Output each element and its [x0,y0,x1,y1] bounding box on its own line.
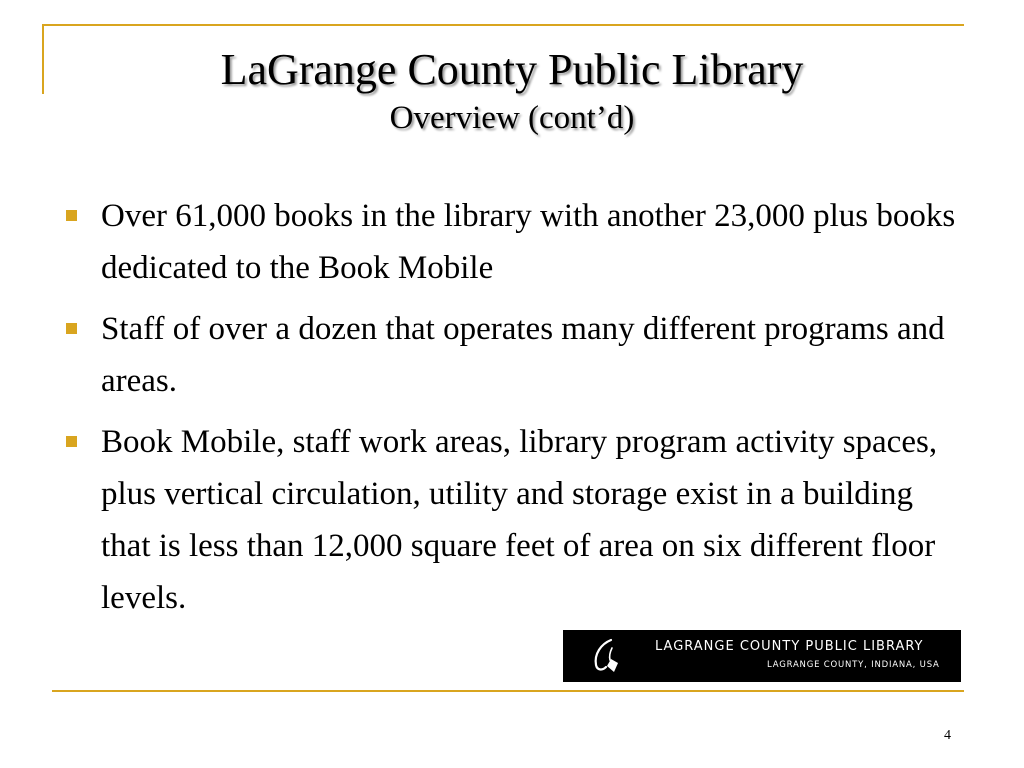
library-logo [563,630,961,682]
bullet-text: Over 61,000 books in the library with another 23,000 plus books dedicated to the Book Mobile [101,198,956,286]
square-bullet-icon [66,323,77,334]
bullet-text: Book Mobile, staff work areas, library program activity spaces, plus vertical circulation, utility and storage exist in a building that is less than 12,000 square feet of area on six different floor levels. [101,424,938,616]
page-number: 4 [944,728,951,743]
logo-title: LAGRANGE COUNTY PUBLIC LIBRARY [655,639,924,654]
bullet-text: Staff of over a dozen that operates many different programs and areas. [101,311,945,399]
bullet-list [58,190,958,633]
bullet-item [58,303,958,407]
logo-subtitle: LAGRANGE COUNTY, INDIANA, USA [767,660,940,670]
top-accent-line [42,24,964,26]
bullet-item [58,190,958,294]
slide-title: LaGrange County Public Library [220,45,804,94]
bottom-accent-line [52,690,964,692]
square-bullet-icon [66,436,77,447]
slide-subtitle: Overview (cont’d) [389,100,635,136]
slide-header [44,46,980,138]
square-bullet-icon [66,210,77,221]
library-logo-mark-icon [587,636,627,676]
bullet-item [58,416,958,624]
